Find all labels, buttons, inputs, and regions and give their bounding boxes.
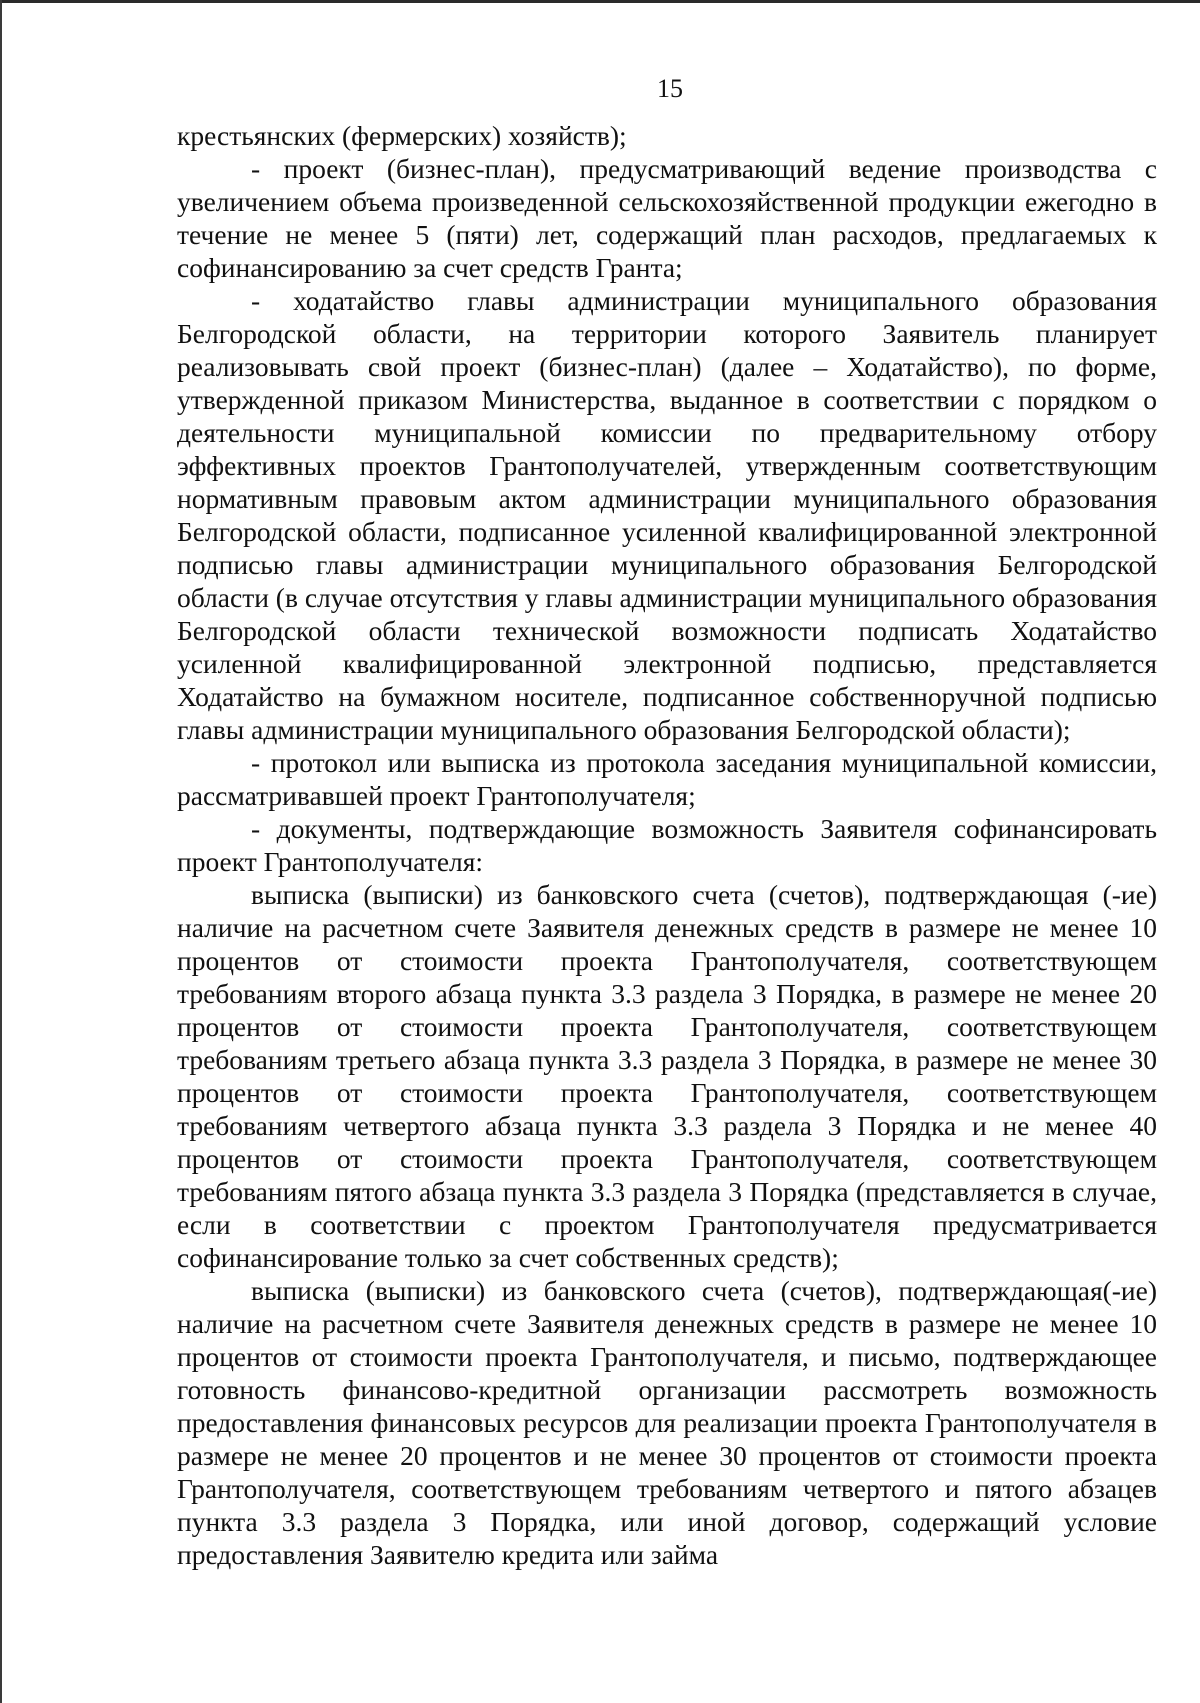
- paragraph-petition: - ходатайство главы администрации муниципального образования Белгородской области, на территории которого Заявитель планирует реализовывать свой проект (бизнес-план) (далее – Ходатайство), по форме, утвержденной приказом Министерства, выданное в соответствии с порядком о деятельности муниципальной комиссии по предварительному отбору эффективных проектов Грантополучателей, утвержденным соответствующим нормативным правовым актом администрации муниципального образования Белгородской области, подписанное усиленной квалифицированной электронной подписью главы администрации муниципального образования Белгородской области (в случае отсутствия у главы администрации муниципального образования Белгородской области технической возможности подписать Ходатайство усиленной квалифицированной электронной подписью, представляется Ходатайство на бумажном носителе, подписанное собственноручной подписью главы администрации муниципального образования Белгородской области);: [177, 285, 1158, 745]
- page-number: 15: [657, 74, 683, 103]
- paragraph-protocol: - протокол или выписка из протокола заседания муниципальной комиссии, рассматривавшей проект Грантополучателя;: [177, 747, 1157, 811]
- paragraph-business-plan: - проект (бизнес-план), предусматривающий ведение производства с увеличением объема произведенной сельскохозяйственной продукции ежегодно в течение не менее 5 (пяти) лет, содержащий план расходов, предлагаемых к софинансированию за счет средств Гранта;: [177, 153, 1157, 283]
- paragraph-bank-statement-credit: выписка (выписки) из банковского счета (счетов), подтверждающая(-ие) наличие на расчетном счете Заявителя денежных средств в размере не менее 10 процентов от стоимости проекта Грантополучателя, и письмо, подтверждающее готовность финансово-кредитной организации рассмотреть возможность предоставления финансовых ресурсов для реализации проекта Грантополучателя в размере не менее 20 процентов и не менее 30 процентов от стоимости проекта Грантополучателя, соответствующем требованиям четвертого и пятого абзацев пункта 3.3 раздела 3 Порядка, или иной договор, содержащий условие предоставления Заявителю кредита или займа: [177, 1275, 1157, 1570]
- scan-edge-top: [0, 0, 1200, 3]
- paragraph-documents: - документы, подтверждающие возможность Заявителя софинансировать проект Грантополучателя:: [177, 813, 1157, 877]
- scan-edge-left: [0, 0, 2, 1703]
- paragraph-bank-statement-own-funds: выписка (выписки) из банковского счета (счетов), подтверждающая (-ие) наличие на расчетном счете Заявителя денежных средств в размере не менее 10 процентов от стоимости проекта Грантополучателя, соответствующем требованиям второго абзаца пункта 3.3 раздела 3 Порядка, в размере не менее 20 процентов от стоимости проекта Грантополучателя, соответствующем требованиям третьего абзаца пункта 3.3 раздела 3 Порядка, в размере не менее 30 процентов от стоимости проекта Грантополучателя, соответствующем требованиям четвертого абзаца пункта 3.3 раздела 3 Порядка и не менее 40 процентов от стоимости проекта Грантополучателя, соответствующем требованиям пятого абзаца пункта 3.3 раздела 3 Порядка (представляется в случае, если в соответствии с проектом Грантополучателя предусматривается софинансирование только за счет собственных средств);: [177, 879, 1157, 1273]
- paragraph-continuation: крестьянских (фермерских) хозяйств);: [177, 120, 627, 151]
- document-body: [177, 119, 1157, 1571]
